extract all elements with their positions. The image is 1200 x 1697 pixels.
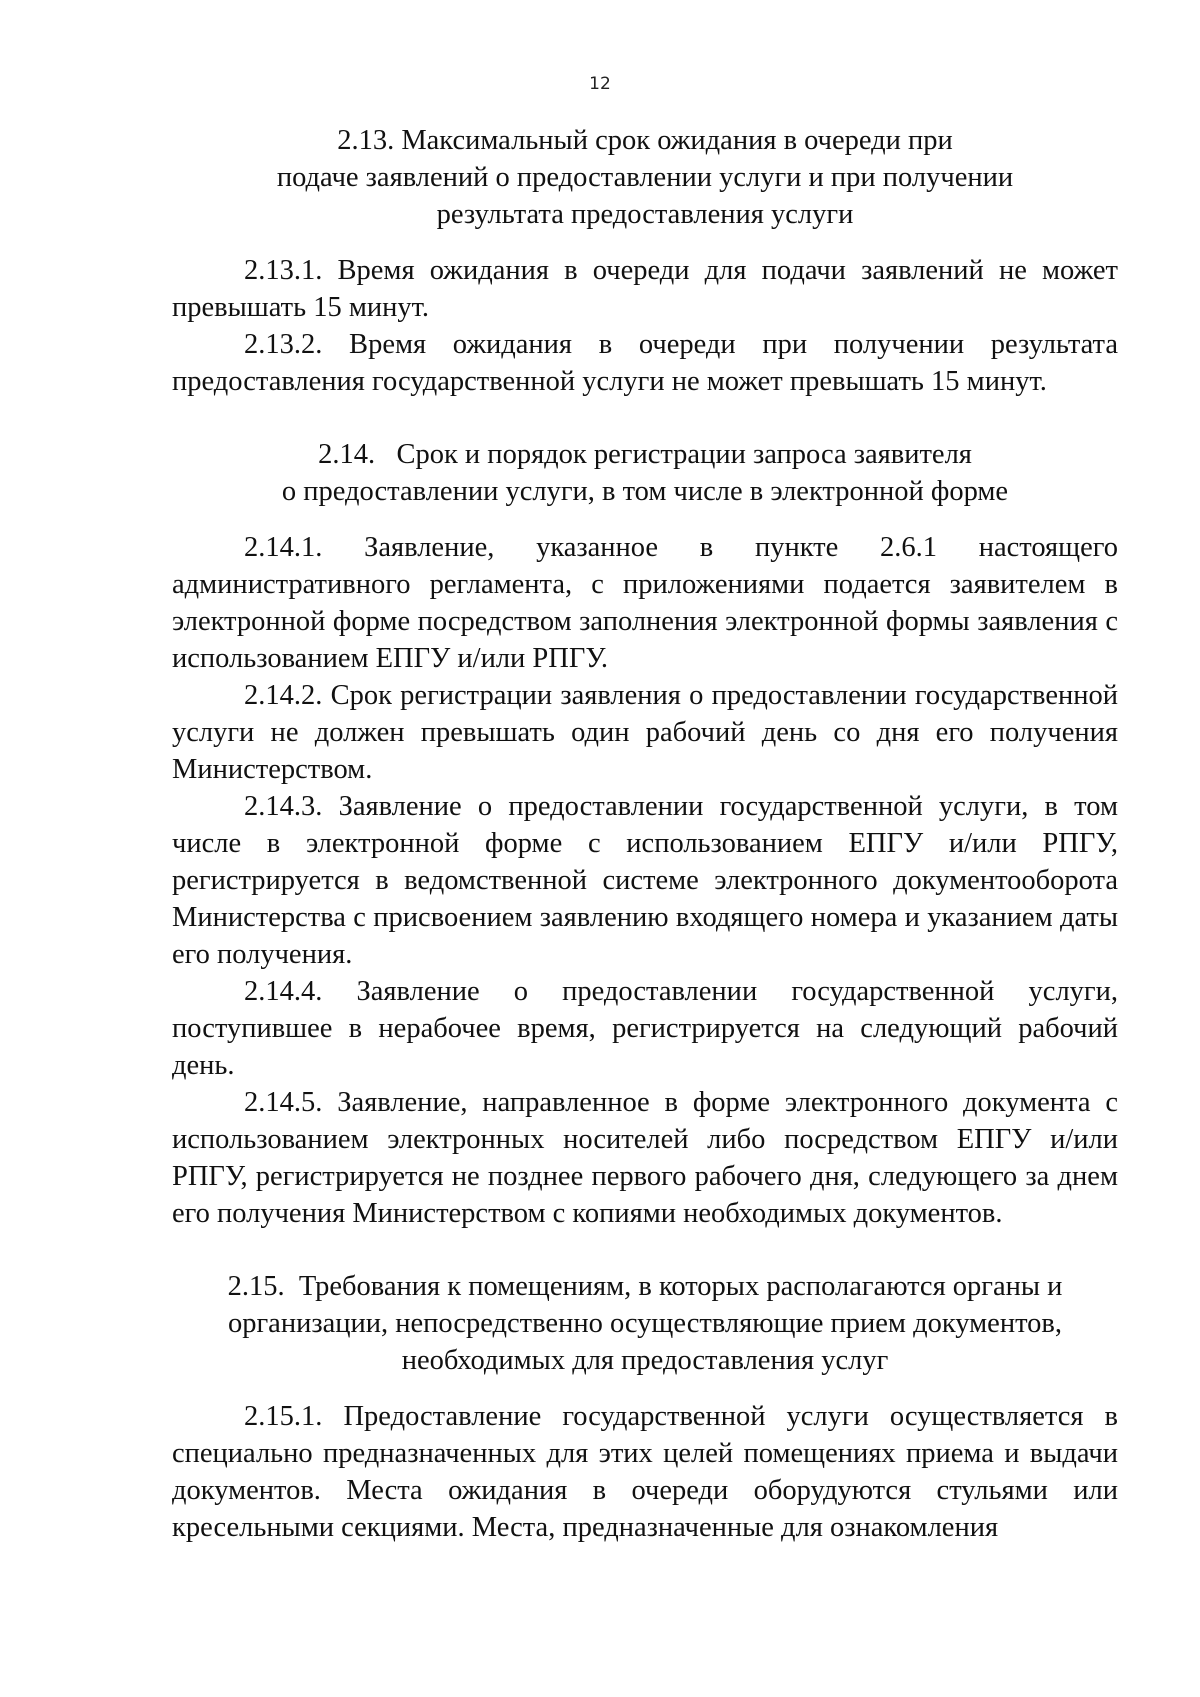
document-body <box>172 122 1118 1546</box>
paragraph-2-13-2: 2.13.2. Время ожидания в очереди при получении результата предоставления государственной услуги не может превышать 15 минут. <box>172 329 1118 397</box>
section-heading <box>172 122 1118 233</box>
heading-line: о предоставлении услуги, в том числе в электронной форме <box>281 476 1009 507</box>
page-number: 12 <box>589 74 611 94</box>
heading-line: 2.15. Требования к помещениям, в которых располагаются органы и <box>227 1271 1063 1302</box>
paragraph-2-14-2: 2.14.2. Срок регистрации заявления о предоставлении государственной услуги не должен превышать один рабочий день со дня его получения Министерством. <box>172 680 1118 785</box>
section-2-13 <box>172 122 1118 400</box>
paragraph-2-15-1: 2.15.1. Предоставление государственной услуги осуществляется в специально предназначенных для этих целей помещениях приема и выдачи документов. Места ожидания в очереди оборудуются стульями или кресельными секциями. Места, предназначенные для ознакомления <box>172 1401 1118 1543</box>
heading-line: 2.14. Срок и порядок регистрации запроса заявителя <box>318 439 972 470</box>
paragraph-2-14-3: 2.14.3. Заявление о предоставлении государственной услуги, в том числе в электронной форме с использованием ЕПГУ и/или РПГУ, регистрируется в ведомственной системе электронного документооборота Министерства с присвоением заявлению входящего номера и указанием даты его получения. <box>172 791 1118 970</box>
section-2-14 <box>172 436 1118 1232</box>
heading-line: необходимых для предоставления услуг <box>401 1345 889 1376</box>
section-2-15 <box>172 1268 1118 1546</box>
paragraph-2-14-1: 2.14.1. Заявление, указанное в пункте 2.6.1 настоящего административного регламента, с приложениями подается заявителем в электронной форме посредством заполнения электронной формы заявления с использованием ЕПГУ и/или РПГУ. <box>172 532 1118 674</box>
heading-line: результата предоставления услуги <box>436 199 854 230</box>
heading-line: 2.13. Максимальный срок ожидания в очереди при <box>337 125 953 156</box>
paragraph-2-14-5: 2.14.5. Заявление, направленное в форме электронного документа с использованием электронных носителей либо посредством ЕПГУ и/или РПГУ, регистрируется не позднее первого рабочего дня, следующего за днем его получения Министерством с копиями необходимых документов. <box>172 1087 1118 1229</box>
section-heading <box>172 1268 1118 1379</box>
heading-line: подаче заявлений о предоставлении услуги и при получении <box>276 162 1014 193</box>
heading-line: организации, непосредственно осуществляющие прием документов, <box>227 1308 1062 1339</box>
section-heading <box>172 436 1118 510</box>
paragraph-2-14-4: 2.14.4. Заявление о предоставлении государственной услуги, поступившее в нерабочее время, регистрируется на следующий рабочий день. <box>172 976 1118 1081</box>
paragraph-2-13-1: 2.13.1. Время ожидания в очереди для подачи заявлений не может превышать 15 минут. <box>172 255 1118 323</box>
